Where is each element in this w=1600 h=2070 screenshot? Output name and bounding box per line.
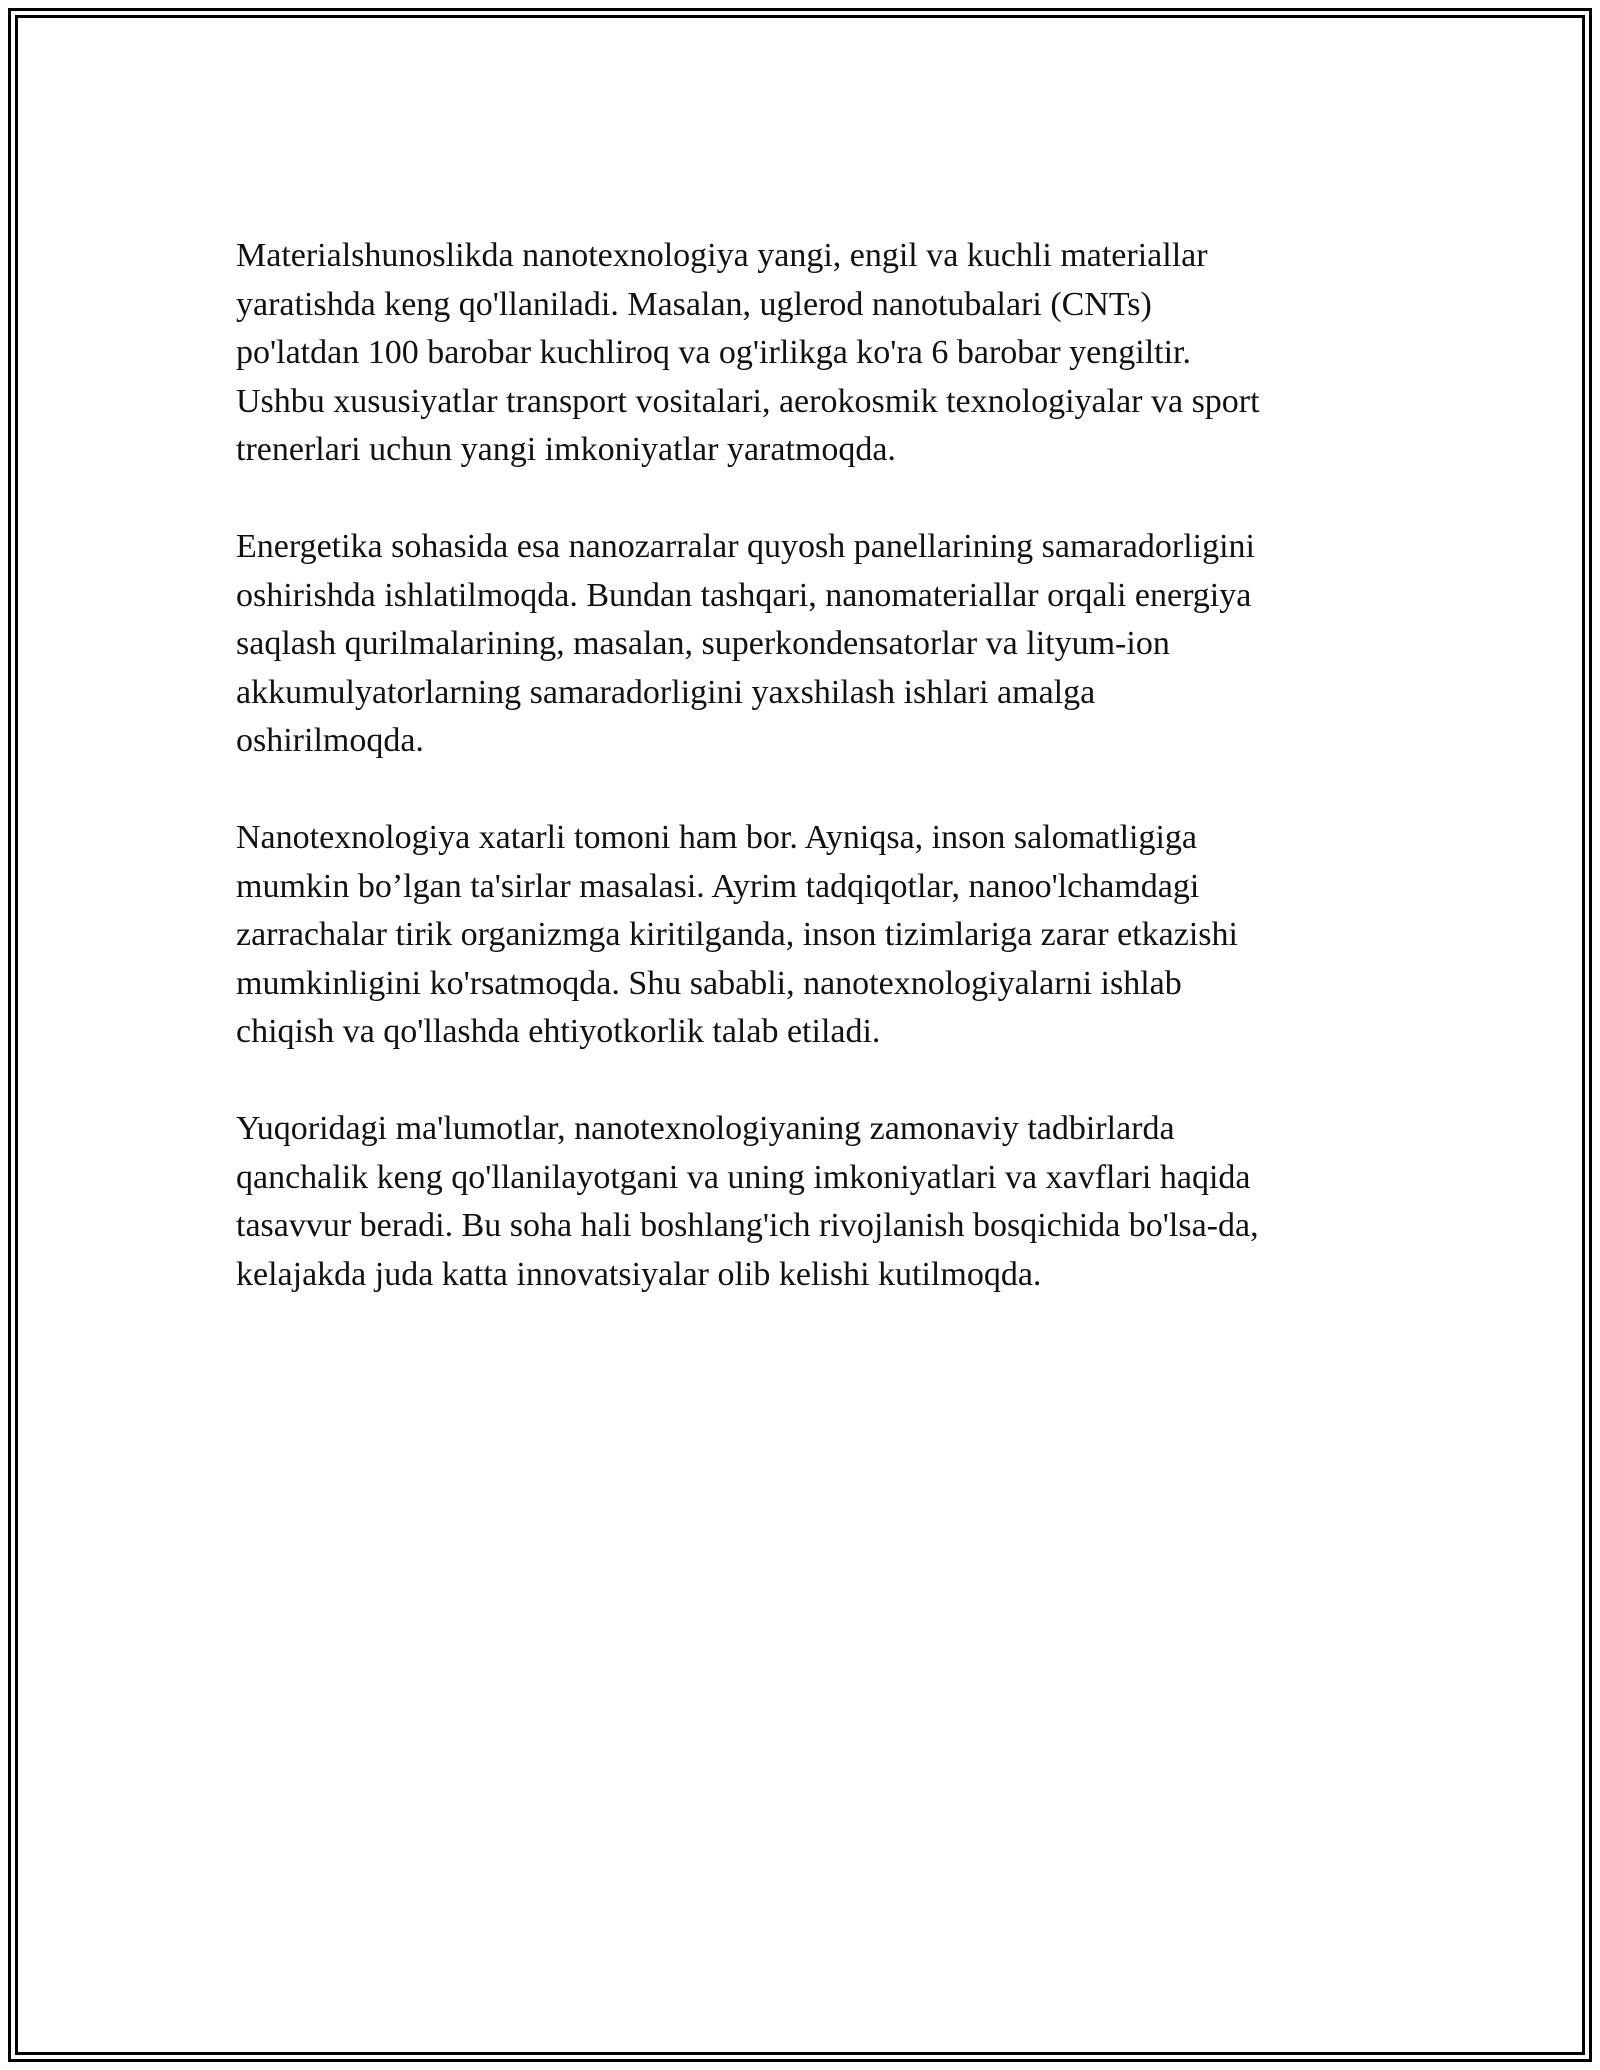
text-line: akkumulyatorlarning samaradorligini yaxshilash ishlari amalga: [236, 673, 1096, 711]
text-line: mumkin bo’lgan ta'sirlar masalasi. Ayrim tadqiqotlar, nanoo'lchamdagi: [236, 867, 1200, 905]
text-line: po'latdan 100 barobar kuchliroq va og'irlikga ko'ra 6 barobar yengiltir.: [236, 334, 1191, 371]
text-line: Yuqoridagi ma'lumotlar, nanotexnologiyaning zamonaviy tadbirlarda: [236, 1110, 1175, 1147]
text-line: oshirishda ishlatilmoqda. Bundan tashqari, nanomateriallar orqali energiya: [236, 576, 1252, 614]
text-line: chiqish va qo'llashda ehtiyotkorlik talab etiladi.: [236, 1013, 881, 1050]
text-line: saqlash qurilmalarining, masalan, superkondensatorlar va lityum-ion: [236, 625, 1170, 662]
text-line: mumkinligini ko'rsatmoqda. Shu sababli, nanotexnologiyalarni ishlab: [236, 964, 1182, 1002]
text-line: qanchalik keng qo'llanilayotgani va uning imkoniyatlari va xavflari haqida: [236, 1158, 1251, 1196]
text-line: tasavvur beradi. Bu soha hali boshlang'ich rivojlanish bosqichida bo'lsa-da,: [236, 1207, 1259, 1244]
text-line: Energetika sohasida esa nanozarralar quyosh panellarining samaradorligini: [236, 528, 1256, 565]
paragraph-risks: [236, 814, 1366, 1057]
text-line: trenerlari uchun yangi imkoniyatlar yaratmoqda.: [236, 431, 896, 468]
paragraph-energy: [236, 523, 1366, 766]
text-line: zarrachalar tirik organizmga kiritilganda, inson tizimlariga zarar etkazishi: [236, 916, 1238, 953]
text-line: oshirilmoqda.: [236, 722, 424, 759]
paragraph-materials: [236, 232, 1366, 475]
text-line: kelajakda juda katta innovatsiyalar olib kelishi kutilmoqda.: [236, 1255, 1042, 1293]
paragraph-conclusion: [236, 1105, 1366, 1299]
document-body: [236, 232, 1366, 1348]
text-line: Materialshunoslikda nanotexnologiya yangi, engil va kuchli materiallar: [236, 237, 1208, 274]
text-line: Nanotexnologiya xatarli tomoni ham bor. Ayniqsa, inson salomatligiga: [236, 819, 1198, 856]
text-line: Ushbu xususiyatlar transport vositalari, aerokosmik texnologiyalar va sport: [236, 382, 1260, 420]
text-line: yaratishda keng qo'llaniladi. Masalan, uglerod nanotubalari (CNTs): [236, 285, 1152, 323]
